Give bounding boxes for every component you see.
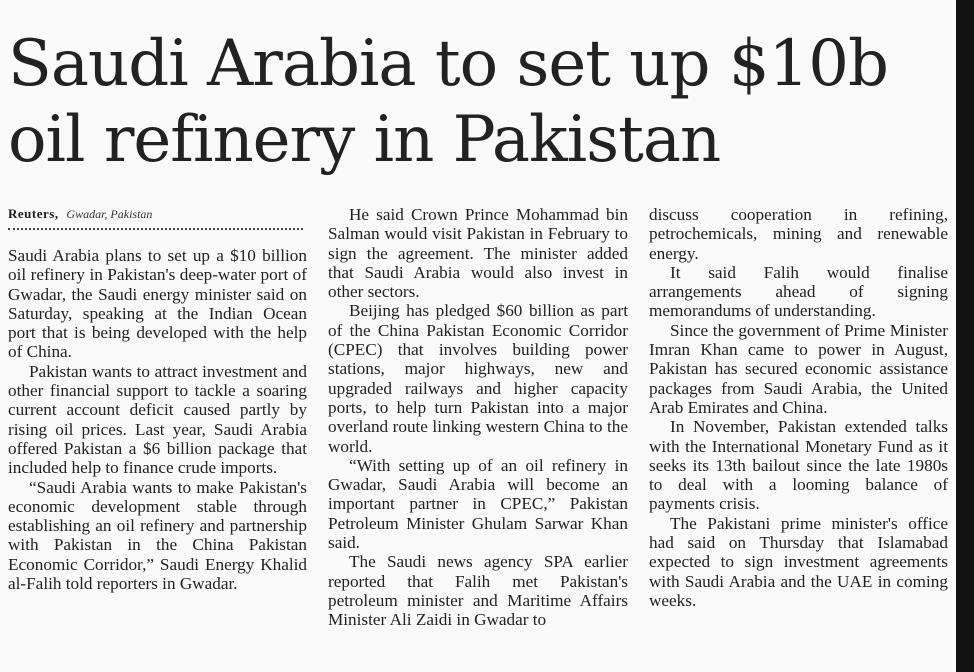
paragraph: “Saudi Arabia wants to make Pakistan's economic development stable through establishing an oil refinery and partnership with Pakistan in the China Pakistan Economic Corridor,” Saudi Energy Khalid al-Falih told reporters in Gwadar.	[8, 477, 307, 594]
paragraph: It said Falih would finalise arrangements ahead of signing memorandums of understanding.	[649, 262, 948, 321]
paragraph: Pakistan wants to attract investment and other financial support to tackle a soaring current account deficit caused partly by rising oil prices. Last year, Saudi Arabia offered Pakistan a $6 billion package that included help to finance crude imports.	[8, 361, 307, 478]
paragraph: discuss cooperation in refining, petrochemicals, mining and renewable energy.	[649, 205, 948, 263]
byline-divider	[8, 228, 303, 234]
article-column-2	[328, 205, 628, 630]
paragraph: The Saudi news agency SPA earlier reported that Falih met Pakistan's petroleum minister and Maritime Affairs Minister Ali Zaidi in Gwadar to	[328, 552, 628, 630]
article-column-3	[649, 205, 948, 610]
headline: Saudi Arabia to set up $10b oil refinery in Pakistan	[8, 27, 888, 177]
byline-agency: Reuters,	[8, 206, 59, 221]
paragraph: He said Crown Prince Mohammad bin Salman would visit Pakistan in February to sign the agreement. The minister added that Saudi Arabia would also invest in other sectors.	[328, 205, 628, 302]
paragraph: Saudi Arabia plans to set up a $10 billion oil refinery in Pakistan's deep-water port of Gwadar, the Saudi energy minister said on Saturday, speaking at the Indian Ocean port that is being developed with the help of China.	[8, 246, 307, 362]
byline	[8, 206, 308, 222]
article-column-1	[8, 246, 307, 593]
paragraph: In November, Pakistan extended talks with the International Monetary Fund as it seeks its 13th bailout since the late 1980s to deal with a looming balance of payments crisis.	[649, 417, 948, 514]
byline-dateline: Gwadar, Pakistan	[66, 207, 153, 221]
paragraph: Since the government of Prime Minister Imran Khan came to power in August, Pakistan has secured economic assistance packages from Saudi Arabia, the United Arab Emirates and China.	[649, 320, 948, 417]
paragraph: “With setting up of an oil refinery in Gwadar, Saudi Arabia will become an important partner in CPEC,” Pakistan Petroleum Minister Ghulam Sarwar Khan said.	[328, 455, 628, 553]
page-edge	[956, 0, 974, 672]
paragraph: The Pakistani prime minister's office had said on Thursday that Islamabad expected to sign investment agreements with Saudi Arabia and the UAE in coming weeks.	[649, 513, 948, 610]
paragraph: Beijing has pledged $60 billion as part of the China Pakistan Economic Corridor (CPEC) that involves building power stations, major highways, new and upgraded railways and higher capacity ports, to help turn Pakistan into a major overland route linking western China to the world.	[328, 301, 628, 456]
